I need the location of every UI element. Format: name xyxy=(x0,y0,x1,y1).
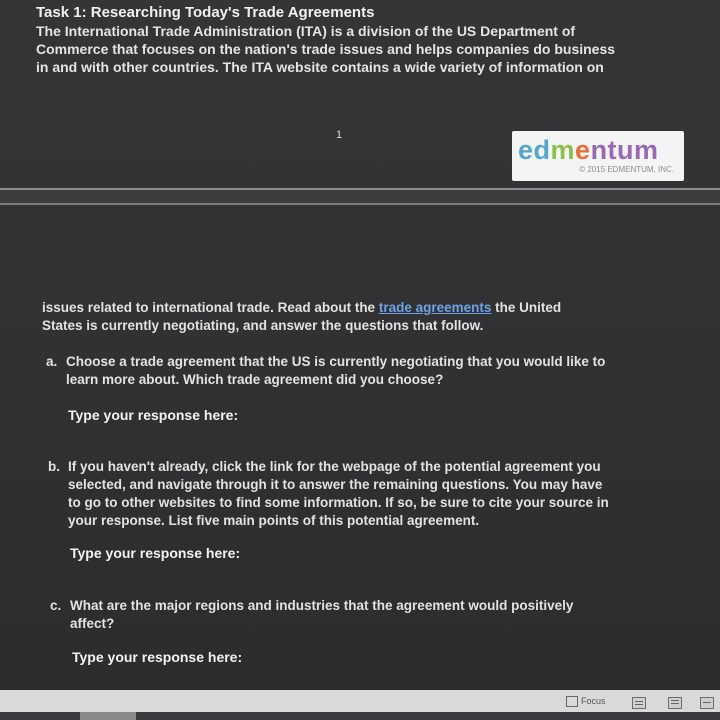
edmentum-logo xyxy=(512,131,684,181)
question-b-letter: b. xyxy=(48,459,60,474)
taskbar-tab[interactable] xyxy=(80,712,136,720)
read-mode-button[interactable] xyxy=(632,697,646,709)
previous-page-section xyxy=(0,0,720,190)
question-b-line-4: your response. List five main points of this potential agreement. xyxy=(68,513,480,528)
logo-wordmark: edmentum xyxy=(518,135,659,165)
print-layout-icon xyxy=(671,700,679,701)
logo-copyright: © 2015 EDMENTUM, INC. xyxy=(579,165,674,174)
web-layout-icon xyxy=(703,702,711,703)
question-b-line-2: selected, and navigate through it to answer the remaining questions. You may have xyxy=(68,477,603,492)
continuation-line-1: issues related to international trade. Read about the trade agreements the United xyxy=(42,300,562,315)
question-c-line-1: What are the major regions and industries that the agreement would positively xyxy=(70,598,574,613)
page-break-bottom xyxy=(0,203,720,205)
focus-button[interactable]: Focus xyxy=(566,696,606,707)
intro-line-1: The International Trade Administration (ITA) is a division of the US Department of xyxy=(36,23,576,39)
question-a-letter: a. xyxy=(46,354,58,369)
print-layout-button[interactable] xyxy=(668,697,682,709)
continuation-line-2: States is currently negotiating, and answer the questions that follow. xyxy=(42,318,484,333)
question-c-letter: c. xyxy=(50,598,62,613)
intro-line-2: Commerce that focuses on the nation's trade issues and helps companies do business xyxy=(36,41,616,57)
question-a-line-1: Choose a trade agreement that the US is currently negotiating that you would like to xyxy=(66,354,606,369)
response-field-b[interactable]: Type your response here: xyxy=(70,545,241,561)
response-field-a[interactable]: Type your response here: xyxy=(68,407,239,423)
question-b-line-3: to go to other websites to find some information. If so, be sure to cite your source in xyxy=(68,495,609,510)
question-c-line-2: affect? xyxy=(70,616,115,631)
print-layout-icon-line xyxy=(671,703,679,704)
question-b-line-1: If you haven't already, click the link for the webpage of the potential agreement you xyxy=(68,459,601,474)
trade-agreements-link[interactable]: trade agreements xyxy=(378,300,492,315)
question-a-line-2: learn more about. Which trade agreement did you choose? xyxy=(66,372,444,387)
page-gap xyxy=(0,190,720,203)
focus-icon xyxy=(566,696,578,707)
read-mode-icon xyxy=(635,701,643,702)
page-number: 1 xyxy=(336,129,343,141)
intro-line-3: in and with other countries. The ITA website contains a wide variety of information on xyxy=(36,59,604,75)
read-mode-icon-line xyxy=(635,704,643,705)
task-title: Task 1: Researching Today's Trade Agreements xyxy=(36,4,375,21)
response-field-c[interactable]: Type your response here: xyxy=(72,649,243,665)
web-layout-button[interactable] xyxy=(700,697,714,709)
